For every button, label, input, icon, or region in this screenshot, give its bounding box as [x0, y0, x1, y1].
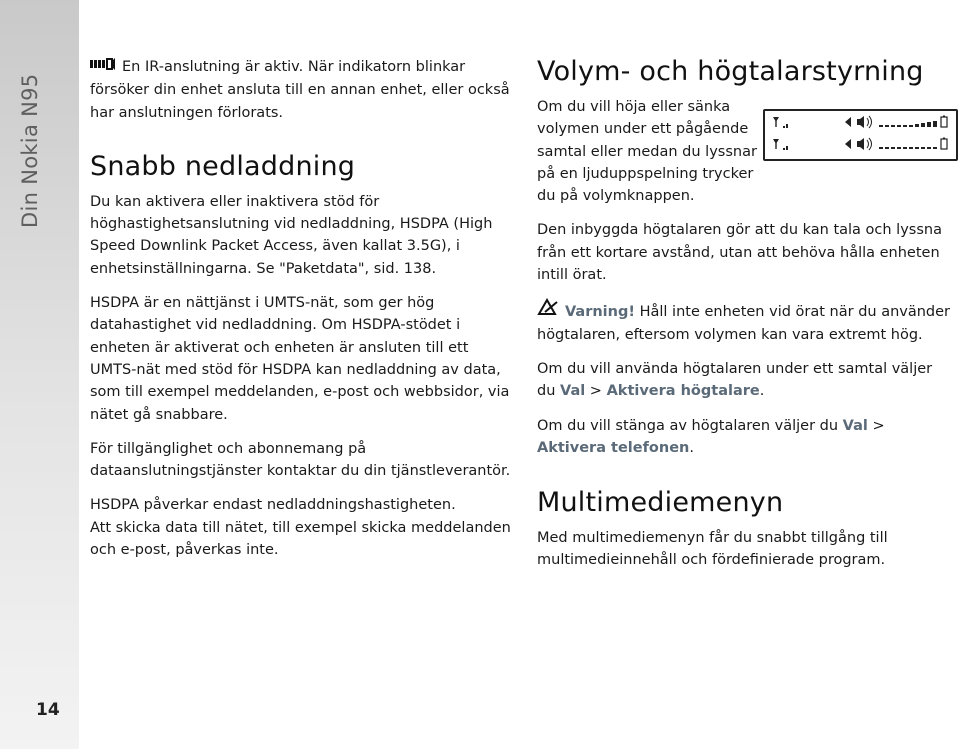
warning-label: Varning!: [565, 304, 635, 321]
volume-intro-start: [537, 96, 767, 207]
volume-low-icon: [769, 136, 952, 152]
deactivate-speaker-paragraph: [537, 415, 951, 460]
period-2: .: [689, 439, 694, 456]
infrared-icon: [90, 57, 116, 79]
heading-snabb-nedladdning: Snabb nedladdning: [90, 150, 356, 182]
warning-text: Håll inte enheten vid örat när du använder högtalaren, eftersom volymen kan vara extremt hög.: [537, 304, 951, 343]
hsdpa-send-line: Att skicka data till nätet, till exempel skicka meddelanden och e-post, påverkas inte.: [90, 519, 511, 559]
sidebar: [0, 0, 79, 749]
page-number: 14: [36, 700, 60, 720]
separator-2: >: [867, 417, 885, 434]
warning-paragraph: [537, 298, 951, 346]
menu-val-1: Val: [560, 383, 586, 400]
ir-text: En IR-anslutning är aktiv. När indikatorn blinkar försöker din enhet ansluta till en annan enhet, eller också har anslutningen förlorats.: [90, 59, 510, 121]
heading-multimedia: Multimediemenyn: [537, 487, 784, 519]
activate-text: Om du vill använda högtalaren under ett samtal väljer du: [537, 360, 933, 400]
hsdpa-network-paragraph: HSDPA är en nättjänst i UMTS-nät, som ger hög datahastighet vid nedladdning. Om HSDPA-stödet i enheten är aktiverat och enheten är ansluten till ett UMTS-nät med stöd för HSDPA kan nedladdning av data, som till exempel meddelanden, e-post och webbsidor, via nätet gå snabbare.: [90, 295, 510, 423]
left-column: [90, 56, 515, 561]
separator-1: >: [585, 383, 607, 400]
multimedia-paragraph: Med multimediemenyn får du snabbt tillgång till multimedieinnehåll och fördefinierade program.: [537, 530, 888, 569]
volume-row-low: [769, 136, 952, 154]
hsdpa-affects-line: HSDPA påverkar endast nedladdningshastigheten.: [90, 497, 456, 514]
availability-paragraph: För tillgänglighet och abonnemang på dataanslutningstjänster kontaktar du din tjänstleverantör.: [90, 440, 511, 480]
volume-row-high: [769, 114, 952, 132]
volume-intro-text: Om du vill höja eller sänka volymen under ett pågående samtal eller medan du lyssnar på en ljuduppspelning trycker du på volymknappen.: [537, 99, 757, 205]
heading-volume: Volym- och högtalarstyrning: [537, 56, 924, 87]
volume-screen-illustration: [763, 109, 958, 161]
activate-speaker-paragraph: [537, 358, 951, 403]
speaker-paragraph: Den inbyggda högtalaren gör att du kan tala och lyssna från ett kortare avstånd, utan att behöva hålla enheten intill örat.: [537, 222, 942, 284]
ir-paragraph: [90, 56, 515, 124]
menu-aktivera-hogtalare: Aktivera högtalare: [606, 383, 760, 400]
menu-aktivera-telefonen: Aktivera telefonen: [537, 439, 690, 456]
warning-icon: [537, 298, 559, 323]
volume-high-icon: [769, 114, 952, 130]
hsdpa-settings-paragraph: Du kan aktivera eller inaktivera stöd för höghastighetsanslutning vid nedladdning, HSDPA (High Speed Downlink Packet Access, även kallat 3.5G), i enhetsinställningarna. Se "Paketdata", sid. 138.: [90, 193, 493, 277]
menu-val-2: Val: [842, 417, 868, 434]
sidebar-title: Din Nokia N95: [18, 73, 42, 228]
deactivate-text: Om du vill stänga av högtalaren väljer du: [537, 417, 843, 434]
period-1: .: [759, 383, 765, 400]
